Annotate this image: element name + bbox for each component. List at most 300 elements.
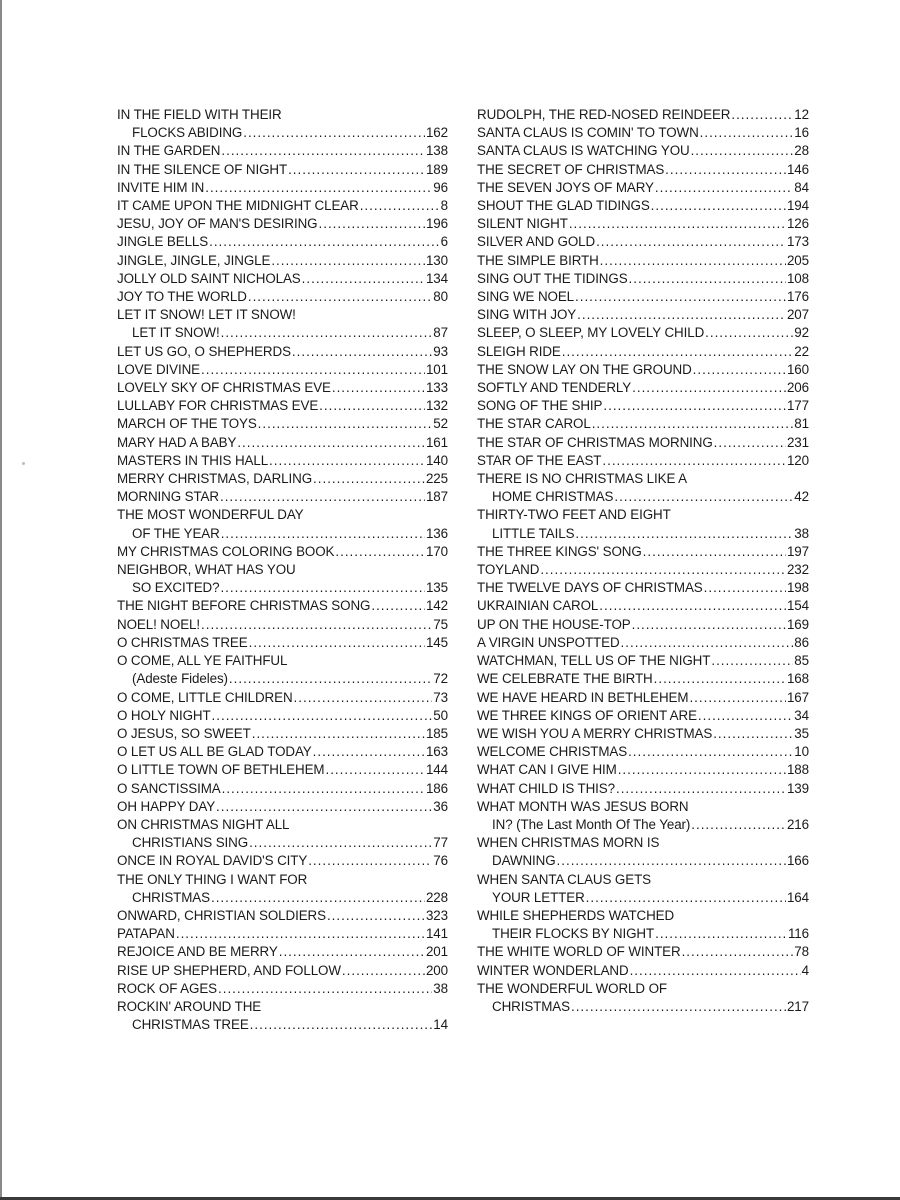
dot-leader [621,634,794,652]
dot-leader [313,743,425,761]
index-entry [117,998,448,1034]
page-number: 116 [787,926,809,942]
index-entry [477,743,809,761]
index-entry [117,397,448,415]
index-entry-line [477,689,809,707]
dot-leader [693,361,786,379]
index-entry [477,361,809,379]
index-entry-line [477,543,809,561]
index-entry [477,179,809,197]
index-entry [477,725,809,743]
dot-leader [713,725,793,743]
index-entry [477,434,809,452]
song-title: HOME CHRISTMAS [492,489,614,505]
page-number: 225 [425,471,448,487]
index-entry [477,543,809,561]
dot-leader [575,525,793,543]
index-entry-line [117,780,448,798]
song-title: THE SNOW LAY ON THE GROUND [477,361,692,377]
index-entry-line [477,161,809,179]
index-entry-line [477,179,809,197]
index-entry [477,980,809,1016]
song-title: JINGLE, JINGLE, JINGLE [117,252,271,268]
page-number: 200 [425,962,448,978]
index-entry-line [477,707,809,725]
dot-leader [249,834,432,852]
index-entry [477,962,809,980]
page-number: 14 [433,1017,448,1033]
index-entry-line [477,725,809,743]
index-entry-line [117,525,448,543]
index-entry-line [117,1016,448,1034]
index-entry [477,780,809,798]
song-title: REJOICE AND BE MERRY [117,944,278,960]
index-entry-line [117,179,448,197]
index-entry-line [477,324,809,342]
index-entry-line [477,907,809,925]
page-number: 142 [425,598,448,614]
song-title: NOEL! NOEL! [117,616,200,632]
index-entry-line [477,743,809,761]
dot-leader [569,215,786,233]
song-title: LOVE DIVINE [117,361,200,377]
index-entry [117,415,448,433]
song-title: LET IT SNOW! [132,325,220,341]
song-title: DAWNING [492,853,556,869]
song-title: SILVER AND GOLD [477,234,596,250]
dot-leader [292,343,432,361]
index-entry [477,506,809,542]
song-title: THE SECRET OF CHRISTMAS [477,161,665,177]
index-entry [117,780,448,798]
page-number: 84 [794,179,809,195]
index-entry-line [117,652,448,670]
index-entry [117,907,448,925]
song-title: CHRISTMAS [132,889,210,905]
song-title: WE THREE KINGS OF ORIENT ARE [477,707,697,723]
index-entry-line [117,798,448,816]
index-entry [117,761,448,779]
dot-leader [294,689,433,707]
index-entry [117,871,448,907]
index-entry-line [477,597,809,615]
index-entry-line [117,379,448,397]
song-title: ONCE IN ROYAL DAVID'S CITY [117,853,308,869]
page-number: 176 [786,289,809,305]
index-entry-line [477,634,809,652]
page-number: 52 [433,416,448,432]
index-entry [117,962,448,980]
index-entry [117,725,448,743]
index-entry [477,306,809,324]
index-entry [477,907,809,943]
index-entry [117,197,448,215]
song-title: JINGLE BELLS [117,234,209,250]
song-title: TOYLAND [477,562,540,578]
song-title: THE NIGHT BEFORE CHRISTMAS SONG [117,598,371,614]
song-title: O SANCTISSIMA [117,780,221,796]
song-title: IN THE SILENCE OF NIGHT [117,161,288,177]
index-entry-line [117,161,448,179]
dot-leader [618,761,786,779]
song-title: SANTA CLAUS IS WATCHING YOU [477,143,690,159]
index-entry [477,634,809,652]
index-entry-line [117,871,448,889]
index-entry [117,434,448,452]
page-number: 206 [786,380,809,396]
index-entry [117,816,448,852]
dot-leader [249,634,425,652]
song-title: WHILE SHEPHERDS WATCHED [477,907,675,923]
song-title: WHEN SANTA CLAUS GETS [477,871,651,887]
index-entry-line [117,980,448,998]
index-entry-line [477,434,809,452]
song-title: CHRISTMAS [492,998,570,1014]
song-title: SING WITH JOY [477,307,577,323]
page-number: 185 [425,725,448,741]
page-number: 8 [440,198,448,214]
page-number: 177 [786,398,809,414]
song-title: O LET US ALL BE GLAD TODAY [117,744,312,760]
page-number: 196 [425,216,448,232]
page-number: 170 [425,543,448,559]
page-number: 323 [425,907,448,923]
index-entry-line [117,962,448,980]
index-entry-line [117,361,448,379]
dot-leader [258,415,433,433]
index-entry-line [477,470,809,488]
index-entry-line [477,525,809,543]
dot-leader [237,434,425,452]
page-number: 167 [786,689,809,705]
index-entry-line [477,871,809,889]
dot-leader [279,943,425,961]
index-entry [117,361,448,379]
index-entry [477,415,809,433]
dot-leader [335,543,425,561]
song-title: THE WHITE WORLD OF WINTER [477,944,681,960]
index-entry [477,124,809,142]
song-title: ON CHRISTMAS NIGHT ALL [117,816,290,832]
song-title: SLEIGH RIDE [477,343,561,359]
page-number: 145 [425,634,448,650]
index-entry-line [117,725,448,743]
index-entry-line [117,907,448,925]
song-title: OH HAPPY DAY [117,798,216,814]
song-title: SANTA CLAUS IS COMIN' TO TOWN [477,125,699,141]
song-title: LET IT SNOW! LET IT SNOW! [117,307,296,323]
song-title: MARCH OF THE TOYS [117,416,257,432]
song-title: SING OUT THE TIDINGS [477,270,628,286]
dot-leader [319,215,425,233]
index-entry [117,161,448,179]
song-title: LITTLE TAILS [492,525,575,541]
index-entry [117,506,448,542]
page-number: 76 [433,853,448,869]
song-title: JOLLY OLD SAINT NICHOLAS [117,270,301,286]
dot-leader [325,761,424,779]
page-number: 75 [433,616,448,632]
page-number: 50 [433,707,448,723]
index-entry [477,652,809,670]
index-entry-line [117,324,448,342]
index-entry-line [477,761,809,779]
index-entry [477,834,809,870]
index-entry [117,561,448,597]
dot-leader [632,379,786,397]
index-entry-line [117,124,448,142]
index-entry-line [477,415,809,433]
index-entry [117,215,448,233]
index-entry [477,798,809,834]
dot-leader [557,852,786,870]
dot-leader [313,470,425,488]
dot-leader [655,925,787,943]
index-entry-line [477,452,809,470]
dot-leader [689,689,786,707]
page-number: 4 [801,962,809,978]
index-entry-line [117,670,448,688]
index-entry [477,343,809,361]
dot-leader [269,452,425,470]
page-number: 28 [794,143,809,159]
index-entry-line [117,288,448,306]
page-number: 12 [794,107,809,122]
index-entry-line [117,543,448,561]
dot-leader [220,488,425,506]
song-title: FLOCKS ABIDING [132,125,243,141]
index-entry [477,670,809,688]
index-entry [477,579,809,597]
index-entry [477,561,809,579]
index-entry [117,343,448,361]
index-entry-line [117,397,448,415]
index-entry-line [117,470,448,488]
dot-leader [211,889,425,907]
index-entry [477,616,809,634]
index-entry [477,943,809,961]
index-entry [477,197,809,215]
index-entry-line [477,197,809,215]
song-title: THE WONDERFUL WORLD OF [477,980,667,996]
page-number: 36 [433,798,448,814]
dot-leader [201,361,425,379]
index-entry-line [477,361,809,379]
index-entry-line [477,233,809,251]
index-entry-line [117,506,448,524]
page-number: 85 [794,653,809,669]
index-entry [477,142,809,160]
page-number: 16 [794,125,809,141]
song-title: THE ONLY THING I WANT FOR [117,871,308,887]
index-entry [117,179,448,197]
page-number: 144 [425,762,448,778]
song-title: IT CAME UPON THE MIDNIGHT CLEAR [117,198,359,214]
song-title: MARY HAD A BABY [117,434,237,450]
dot-leader [209,233,440,251]
dot-leader [371,597,425,615]
index-entry-line [477,506,809,524]
index-entry-line [477,998,809,1016]
dot-leader [201,616,432,634]
dot-leader [577,306,786,324]
index-entry [117,452,448,470]
song-title: INVITE HIM IN [117,179,205,195]
song-title: PATAPAN [117,926,175,942]
index-entry-line [477,962,809,980]
index-entry [117,543,448,561]
dot-leader [327,907,425,925]
page-number: 78 [794,944,809,960]
index-entry-line [117,343,448,361]
song-title: WE CELEBRATE THE BIRTH [477,671,653,687]
dot-leader [655,179,793,197]
song-title: THEIR FLOCKS BY NIGHT [492,926,655,942]
song-title: CHRISTIANS SING [132,835,249,851]
page-number: 160 [786,361,809,377]
dot-leader [632,616,786,634]
dot-leader [332,379,425,397]
index-entry-line [477,852,809,870]
index-entry [477,397,809,415]
dot-leader [216,798,432,816]
page-number: 42 [794,489,809,505]
index-entry [117,652,448,688]
page-number: 86 [794,634,809,650]
song-title: SHOUT THE GLAD TIDINGS [477,198,650,214]
index-entry-line [477,124,809,142]
page-number: 92 [794,325,809,341]
page-number: 72 [433,671,448,687]
song-title: STAR OF THE EAST [477,452,602,468]
index-entry-line [117,434,448,452]
index-entry [117,306,448,342]
dot-leader [250,1016,433,1034]
dot-leader [705,324,793,342]
dot-leader [654,670,786,688]
song-title: JESU, JOY OF MAN'S DESIRING [117,216,318,232]
dot-leader [691,816,786,834]
index-entry-line [477,670,809,688]
dot-leader [600,252,786,270]
index-entry-line [477,270,809,288]
song-title: THE STAR CAROL [477,416,591,432]
dot-leader [700,124,794,142]
song-title: IN THE FIELD WITH THEIR [117,107,282,122]
index-column-right [477,106,809,1016]
index-entry-line [117,597,448,615]
dot-leader [221,324,433,342]
song-title: RISE UP SHEPHERD, AND FOLLOW [117,962,341,978]
song-title: RUDOLPH, THE RED-NOSED REINDEER [477,107,731,122]
song-title: O LITTLE TOWN OF BETHLEHEM [117,762,325,778]
page-number: 134 [425,270,448,286]
index-entry [477,470,809,506]
song-title: THIRTY-TWO FEET AND EIGHT [477,507,671,523]
index-entry [117,707,448,725]
index-entry-line [117,707,448,725]
index-entry [477,233,809,251]
dot-leader [586,889,786,907]
dot-leader [308,852,432,870]
dot-leader [319,397,425,415]
index-entry-line [117,452,448,470]
song-title: WELCOME CHRISTMAS [477,744,628,760]
index-entry [117,106,448,142]
dot-leader [221,142,425,160]
index-entry-line [477,142,809,160]
dot-leader [714,434,786,452]
index-entry-line [477,343,809,361]
dot-leader [342,962,425,980]
index-entry-line [477,980,809,998]
dot-leader [616,780,786,798]
index-entry [117,233,448,251]
index-entry-line [117,816,448,834]
index-entry-line [117,743,448,761]
song-title: UKRAINIAN CAROL [477,598,599,614]
song-title: THE SEVEN JOYS OF MARY [477,179,654,195]
page-number: 130 [425,252,448,268]
index-entry-line [477,106,809,124]
song-title: THERE IS NO CHRISTMAS LIKE A [477,471,688,487]
song-title: THE STAR OF CHRISTMAS MORNING [477,434,713,450]
song-title: THE MOST WONDERFUL DAY [117,507,304,523]
song-title: WATCHMAN, TELL US OF THE NIGHT [477,653,711,669]
index-entry [117,743,448,761]
page-number: 80 [433,289,448,305]
page-number: 168 [786,671,809,687]
page-number: 87 [433,325,448,341]
index-entry-line [117,561,448,579]
page-number: 38 [794,525,809,541]
song-title: THE SIMPLE BIRTH [477,252,599,268]
song-title: MY CHRISTMAS COLORING BOOK [117,543,335,559]
index-entry-line [117,142,448,160]
page-number: 35 [794,725,809,741]
song-title: OF THE YEAR [132,525,220,541]
page-number: 34 [794,707,809,723]
dot-leader [651,197,786,215]
index-entry-line [117,270,448,288]
dot-leader [243,124,425,142]
page-number: 197 [786,543,809,559]
dot-leader [252,725,425,743]
song-title: WHAT CHILD IS THIS? [477,780,615,796]
index-entry-line [477,780,809,798]
page-number: 77 [433,835,448,851]
page-number: 154 [786,598,809,614]
dot-leader [248,288,432,306]
song-title: MORNING STAR [117,489,219,505]
song-title: O COME, ALL YE FAITHFUL [117,653,288,669]
page-number: 173 [786,234,809,250]
dot-leader [698,707,793,725]
page-number: 6 [440,234,448,250]
page-number: 201 [425,944,448,960]
song-title: SONG OF THE SHIP [477,398,603,414]
index-entry [477,452,809,470]
page-number: 186 [425,780,448,796]
page-number: 141 [425,926,448,942]
index-entry-line [117,616,448,634]
scan-left-edge [0,0,2,1200]
index-entry [477,379,809,397]
page-number: 194 [786,198,809,214]
song-title: O COME, LITTLE CHILDREN [117,689,293,705]
dot-leader [176,925,425,943]
index-entry-line [117,689,448,707]
